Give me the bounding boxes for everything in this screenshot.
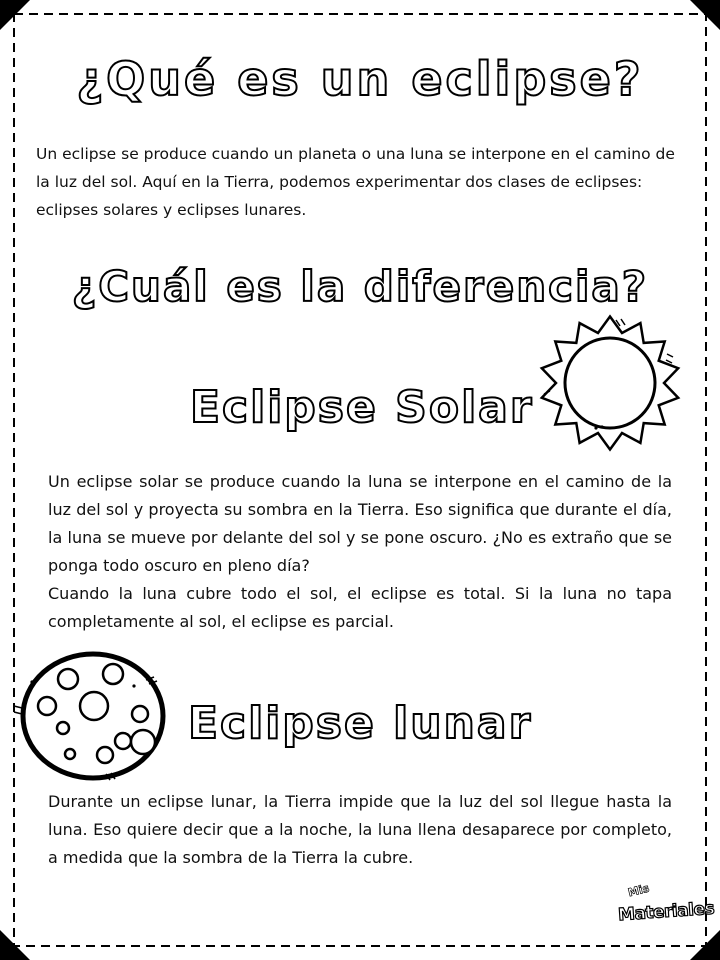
solar-paragraph-1: Un eclipse solar se produce cuando la luna se interpone en el camino de la luz del sol y proyecta su sombra en la Tierra. Eso significa que durante el día, la luna se mueve por delante del sol y se pone oscuro. ¿No es extraño que se ponga todo oscuro en pleno día?: [48, 472, 672, 575]
lunar-paragraph: Durante un eclipse lunar, la Tierra impide que la luz del sol llegue hasta la luna. Eso quiere decir que a la noche, la luna llena desaparece por completo, a medida que la sombra de la Tierra la cubre.: [48, 792, 672, 867]
logo-text-top: Mis: [626, 881, 651, 900]
intro-paragraph: Un eclipse se produce cuando un planeta o una luna se interpone en el camino de la luz del sol. Aquí en la Tierra, podemos experimentar dos clases de eclipses: eclipses solares y eclipses lunares.: [36, 145, 675, 219]
lunar-eclipse-heading: Eclipse lunar: [188, 698, 533, 749]
brand-logo: [608, 880, 715, 934]
solar-paragraph-2: Cuando la luna cubre todo el sol, el eclipse es total. Si la luna no tapa completamente al sol, el eclipse es parcial.: [48, 584, 672, 631]
logo-text-bottom: Materiales: [617, 898, 715, 926]
sun-icon: [532, 310, 688, 456]
solar-eclipse-heading: Eclipse Solar: [190, 382, 534, 433]
difference-title: ¿Cuál es la diferencia?: [71, 262, 649, 311]
solar-eclipse-section: [48, 468, 672, 636]
moon-icon: [10, 646, 172, 788]
page-title: ¿Qué es un eclipse?: [76, 52, 644, 106]
